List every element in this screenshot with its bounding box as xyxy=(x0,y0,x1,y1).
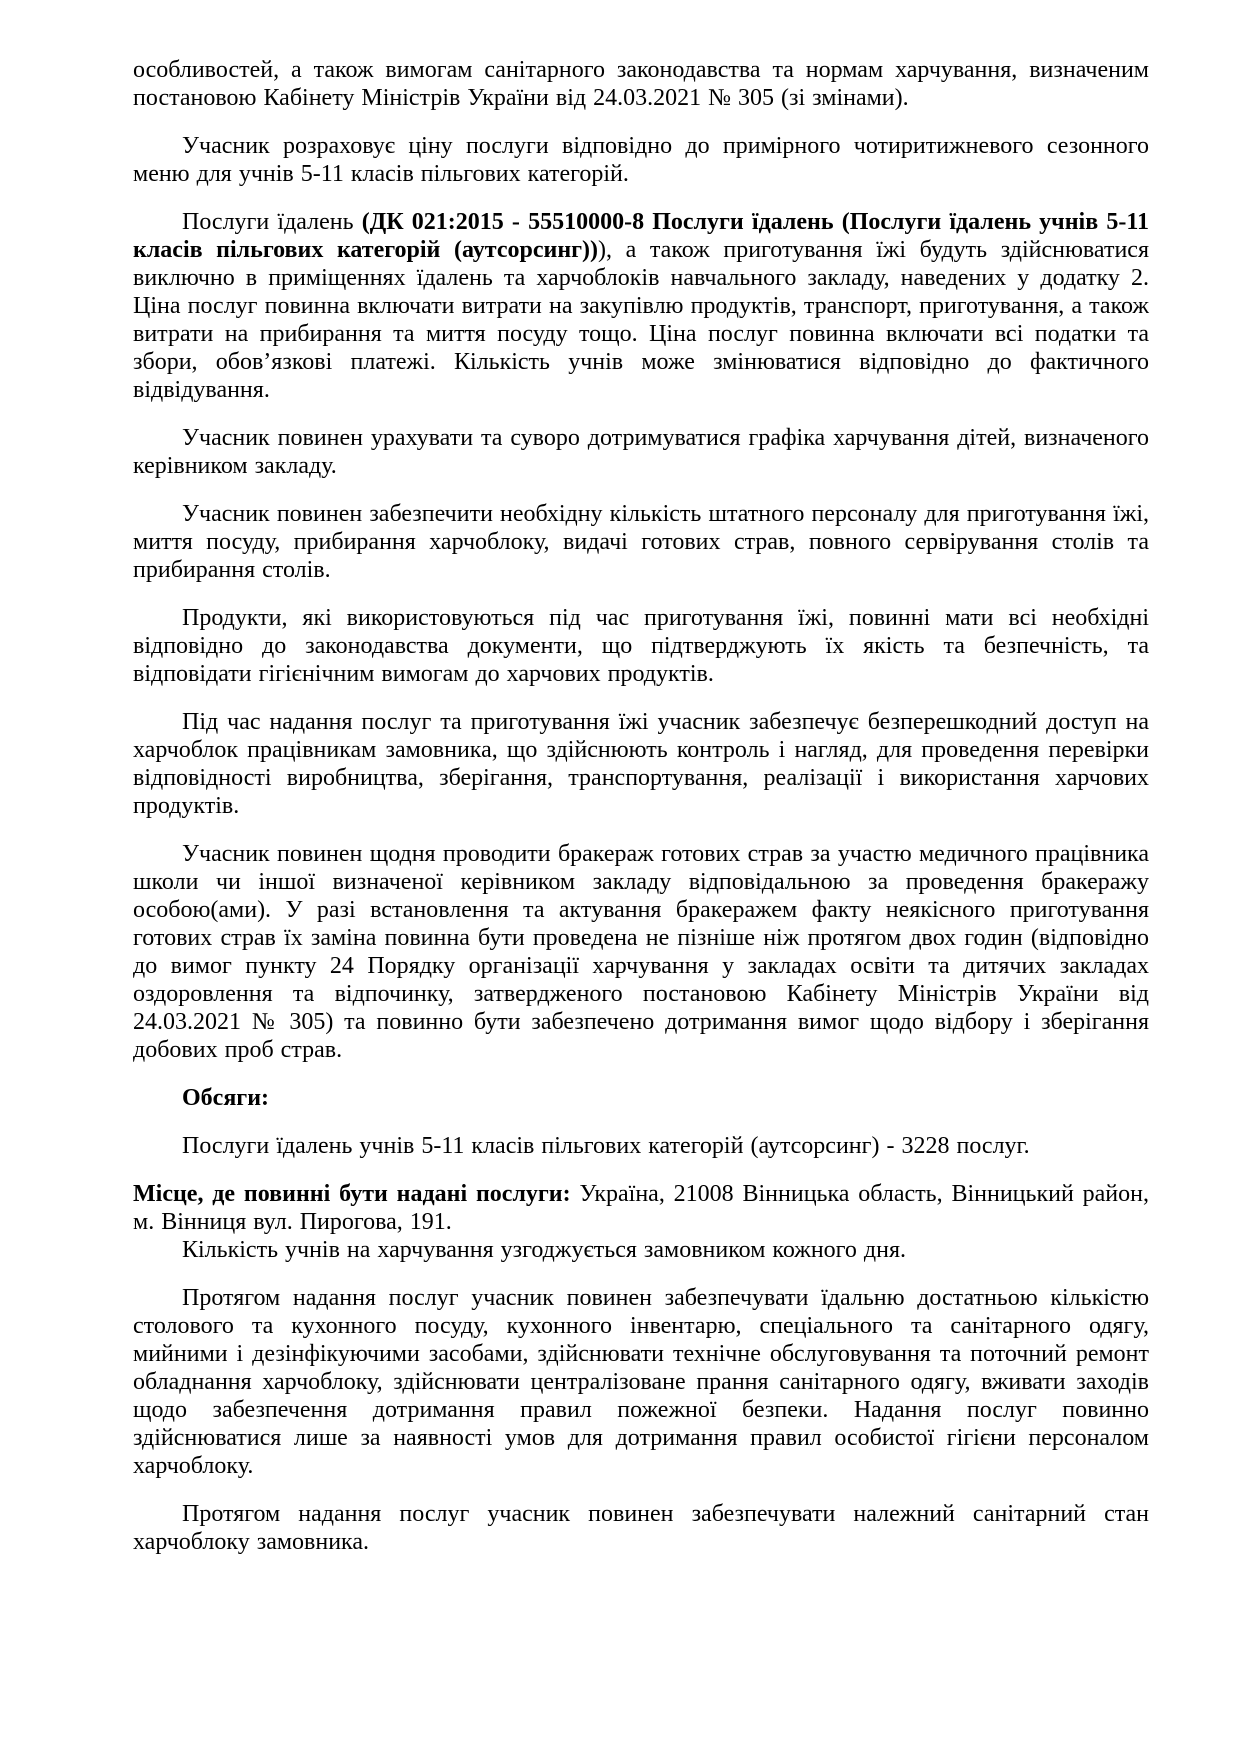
paragraph xyxy=(133,604,1149,688)
text-run: Протягом надання послуг учасник повинен забезпечувати їдальню достатньою кількістю столового та кухонного посуду, кухонного інвентарю, спеціального та санітарного одягу, мийними і дезінфікуючими засобами, здійснювати технічне обслуговування та поточний ремонт обладнання харчоблоку, здійснювати централізоване прання санітарного одягу, вживати заходів щодо забезпечення дотримання правил пожежної безпеки. Надання послуг повинно здійснюватися лише за наявності умов для дотримання правил особистої гігієни персоналом харчоблоку. xyxy=(133,1285,1149,1479)
paragraph xyxy=(133,208,1149,404)
bold-text-run: Обсяги: xyxy=(182,1085,270,1111)
text-run: Учасник розраховує ціну послуги відповідно до примірного чотиритижневого сезонного меню для учнів 5-11 класів пільгових категорій. xyxy=(133,133,1149,187)
text-run: Кількість учнів на харчування узгоджується замовником кожного дня. xyxy=(182,1237,906,1263)
document-body xyxy=(133,56,1149,1556)
paragraph xyxy=(133,424,1149,480)
paragraph xyxy=(133,56,1149,112)
paragraph xyxy=(133,1180,1149,1236)
paragraph xyxy=(133,132,1149,188)
text-run: Послуги їдалень учнів 5-11 класів пільгових категорій (аутсорсинг) - 3228 послуг. xyxy=(182,1133,1030,1159)
paragraph xyxy=(133,1500,1149,1556)
text-run: Україна, 21008 Вінницька область, Вінницький район, м. Вінниця вул. Пирогова, 191. xyxy=(133,1181,1149,1235)
text-run: Учасник повинен забезпечити необхідну кількість штатного персоналу для приготування їжі, миття посуду, прибирання харчоблоку, видачі готових страв, повного сервірування столів та прибирання столів. xyxy=(133,501,1149,583)
paragraph xyxy=(133,708,1149,820)
paragraph xyxy=(133,1236,1149,1264)
text-run: Під час надання послуг та приготування їжі учасник забезпечує безперешкодний доступ на харчоблок працівникам замовника, що здійснюють контроль і нагляд, для проведення перевірки відповідності виробництва, зберігання, транспортування, реалізації і використання харчових продуктів. xyxy=(133,709,1149,819)
text-run: Продукти, які використовуються під час приготування їжі, повинні мати всі необхідні відповідно до законодавства документи, що підтверджують їх якість та безпечність, та відповідати гігієнічним вимогам до харчових продуктів. xyxy=(133,605,1149,687)
text-run: Учасник повинен щодня проводити бракераж готових страв за участю медичного працівника школи чи іншої визначеної керівником закладу відповідальною за проведення бракеражу особою(ами). У разі встановлення та актування бракеражем факту неякісного приготування готових страв їх заміна повинна бути проведена не пізніше ніж протягом двох годин (відповідно до вимог пункту 24 Порядку організації харчування у закладах освіти та дитячих закладах оздоровлення та відпочинку, затвердженого постановою Кабінету Міністрів України від 24.03.2021 № 305) та повинно бути забезпечено дотримання вимог щодо відбору і зберігання добових проб страв. xyxy=(133,841,1149,1063)
bold-text-run: (ДК 021:2015 - 55510000-8 Послуги їдалень (Послуги їдалень учнів 5-11 класів пільгових категорій (аутсорсинг)) xyxy=(133,209,1149,263)
paragraph xyxy=(133,1132,1149,1160)
text-run: ), а також приготування їжі будуть здійснюватися виключно в приміщеннях їдалень та харчоблоків навчального закладу, наведених у додатку 2. Ціна послуг повинна включати витрати на закупівлю продуктів, транспорт, приготування, а також витрати на прибирання та миття посуду тощо. Ціна послуг повинна включати всі податки та збори, обов’язкові платежі. Кількість учнів може змінюватися відповідно до фактичного відвідування. xyxy=(133,237,1149,403)
bold-text-run: Місце, де повинні бути надані послуги: xyxy=(133,1181,580,1207)
text-run: Послуги їдалень xyxy=(182,209,362,235)
paragraph xyxy=(133,840,1149,1064)
paragraph xyxy=(133,500,1149,584)
paragraph xyxy=(133,1084,1149,1112)
text-run: особливостей, а також вимогам санітарного законодавства та нормам харчування, визначеним постановою Кабінету Міністрів України від 24.03.2021 № 305 (зі змінами). xyxy=(133,57,1149,111)
paragraph xyxy=(133,1284,1149,1480)
text-run: Протягом надання послуг учасник повинен забезпечувати належний санітарний стан харчоблоку замовника. xyxy=(133,1501,1149,1555)
text-run: Учасник повинен урахувати та суворо дотримуватися графіка харчування дітей, визначеного керівником закладу. xyxy=(133,425,1149,479)
